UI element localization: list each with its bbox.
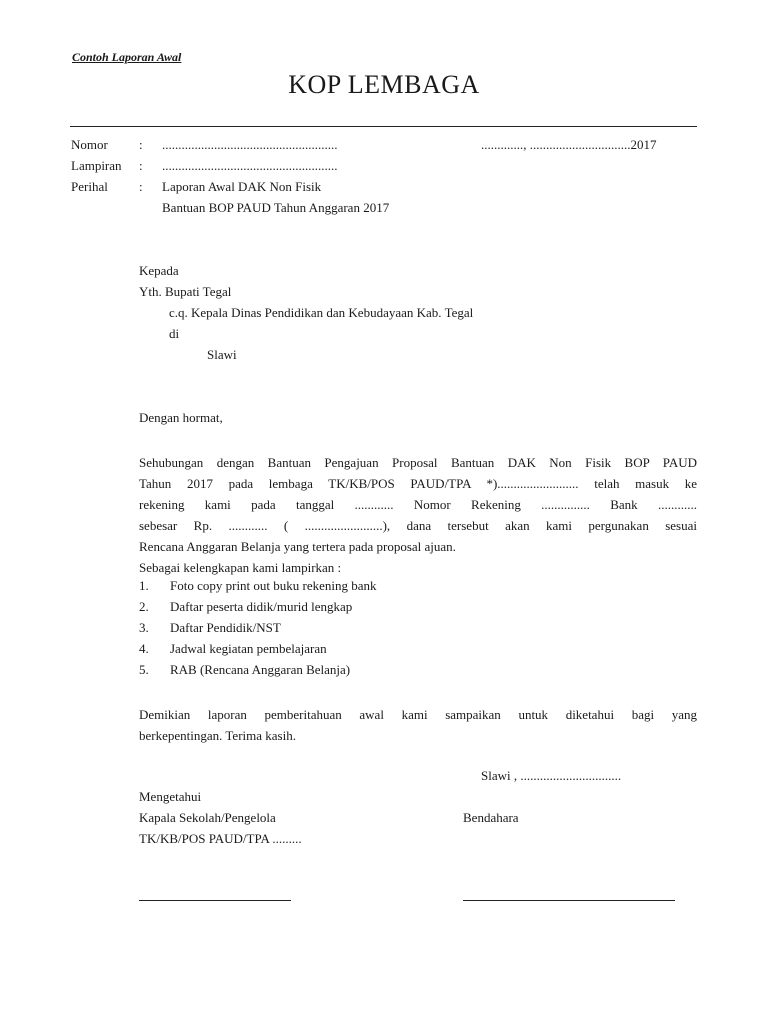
perihal-colon: :	[139, 179, 143, 194]
list-item-text: Daftar Pendidik/NST	[170, 620, 281, 635]
paragraph-line: Tahun 2017 pada lembaga TK/KB/POS PAUD/TPA *)......................... telah masuk ke	[139, 476, 697, 491]
recipient-kepada: Kepada	[139, 263, 179, 278]
header-divider	[70, 126, 697, 127]
list-item-number: 4.	[139, 641, 149, 656]
list-item-text: RAB (Rencana Anggaran Belanja)	[170, 662, 351, 677]
list-item-number: 2.	[139, 599, 149, 614]
recipient-di: di	[169, 326, 180, 341]
date-line: ............., ...............................2017	[481, 137, 657, 152]
perihal-line-1: Laporan Awal DAK Non Fisik	[162, 179, 322, 194]
closing-line: Demikian laporan pemberitahuan awal kami sampaikan untuk diketahui bagi yang	[139, 707, 697, 722]
lampiran-colon: :	[139, 158, 143, 173]
list-item-number: 3.	[139, 620, 149, 635]
letterhead-title: KOP LEMBAGA	[288, 70, 480, 99]
list-item-text: Daftar peserta didik/murid lengkap	[170, 599, 353, 614]
closing-line: berkepentingan. Terima kasih.	[139, 728, 296, 743]
list-item-number: 5.	[139, 662, 149, 677]
nomor-label: Nomor	[71, 137, 108, 152]
list-item-text: Foto copy print out buku rekening bank	[170, 578, 377, 593]
institution-line: TK/KB/POS PAUD/TPA .........	[139, 831, 302, 846]
list-item-number: 1.	[139, 578, 149, 593]
place-date: Slawi , ...............................	[481, 768, 622, 783]
paragraph-line: Rencana Anggaran Belanja yang tertera pada proposal ajuan.	[139, 539, 456, 554]
principal-title: Kapala Sekolah/Pengelola	[139, 810, 276, 825]
attachments-intro: Sebagai kelengkapan kami lampirkan :	[139, 560, 342, 575]
lampiran-label: Lampiran	[71, 158, 122, 173]
paragraph-line: Sehubungan dengan Bantuan Pengajuan Proposal Bantuan DAK Non Fisik BOP PAUD	[139, 455, 697, 470]
closing-paragraph	[139, 704, 697, 746]
perihal-label: Perihal	[71, 179, 108, 194]
principal-signature-line	[139, 900, 291, 901]
paragraph-line: rekening kami pada tanggal ............ Nomor Rekening ............... Bank ............	[139, 497, 697, 512]
paragraph-line: sebesar Rp. ............ ( ........................), dana tersebut akan kami pergunakan sesuai	[139, 518, 697, 533]
nomor-value: ......................................................	[162, 137, 338, 152]
lampiran-value: ......................................................	[162, 158, 338, 173]
treasurer-title: Bendahara	[463, 810, 519, 825]
recipient-cq: c.q. Kepala Dinas Pendidikan dan Kebudayaan Kab. Tegal	[169, 305, 474, 320]
body-paragraph	[139, 452, 697, 578]
recipient-yth: Yth. Bupati Tegal	[139, 284, 232, 299]
treasurer-signature-line	[463, 900, 675, 901]
list-item-text: Jadwal kegiatan pembelajaran	[170, 641, 327, 656]
recipient-place: Slawi	[207, 347, 237, 362]
nomor-colon: :	[139, 137, 143, 152]
greeting: Dengan hormat,	[139, 410, 223, 425]
mengetahui-label: Mengetahui	[139, 789, 202, 804]
sample-label: Contoh Laporan Awal	[72, 50, 182, 64]
perihal-line-2: Bantuan BOP PAUD Tahun Anggaran 2017	[162, 200, 390, 215]
